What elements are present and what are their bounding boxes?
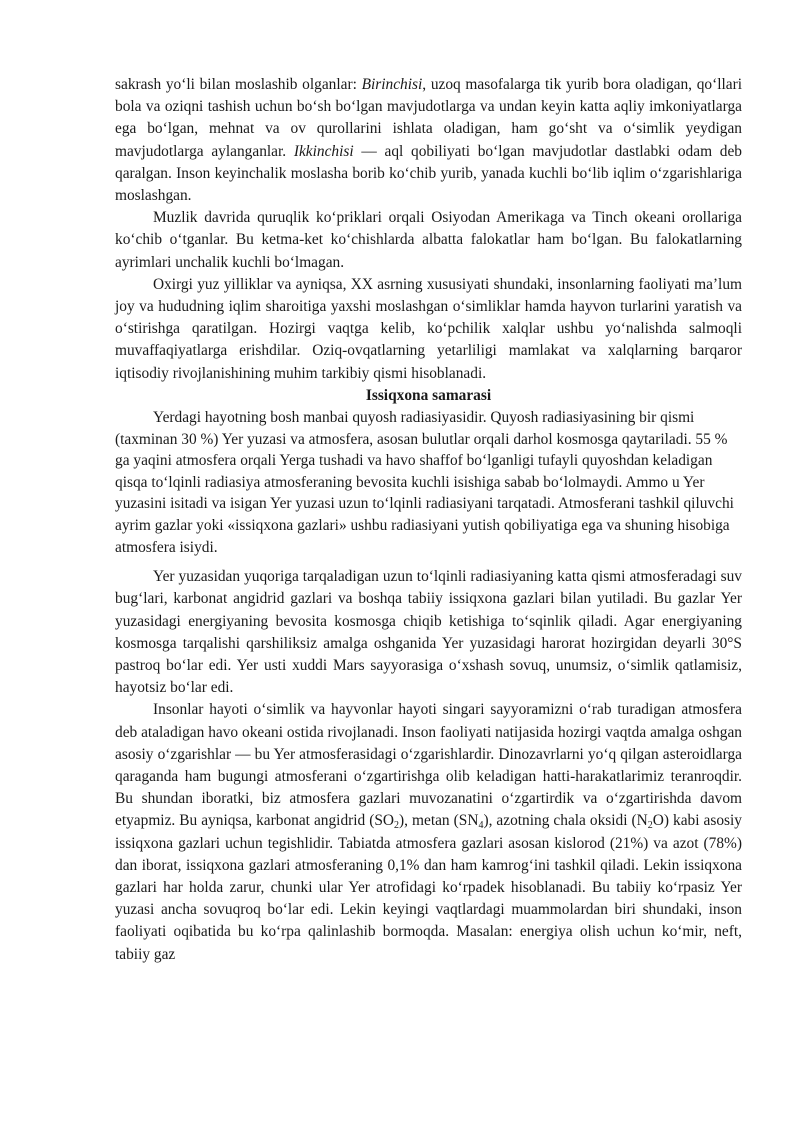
section-heading: Issiqxona samarasi bbox=[365, 386, 492, 404]
paragraph-6: Insonlar hayoti o‘simlik va hayvonlar hayoti singari sayyoramizni o‘rab turadigan atmosfera deb ataladigan havo okeani ostida rivojlanadi. Inson faoliyati natijasida hozirgi vaqtda amalga oshgan asosiy o‘zgarishlar — bu Yer atmosferasidagi o‘zgarishlardir. Dinozavrlarni yo‘q qilgan asteroidlarga qaraganda ham bugungi atmosferani o‘zgartirishga olib keladigan hatti-harakatlarimiz teranroqdir. Bu shundan iboratki, biz atmosfera gazlari muvozanatini o‘zgartirdik va o‘zgartirishda davom etyapmiz. Bu ayniqsa, karbonat angidrid $(SO_2)$, metan $(SN_4)$, azotning chala oksidi $(N_2O)$ kabi asosiy issiqxona gazlari uchun tegishlidir. Tabiatda atmosfera gazlari asosan kislorod (21%) va azot (78%) dan iborat, issiqxona gazlari atmosferaning 0,1% dan ham kamrog‘ini tashkil qiladi. Lekin issiqxona gazlari har holda zarur, chunki ular Yer atrofidagi ko‘rpadek hisoblanadi. Bu tabiiy ko‘rpasiz Yer yuzasi ancha sovuqroq bo‘lar edi. Lekin keyingi vaqtlardagi muammolardan biri shundaki, inson faoliyati oqibatida bu ko‘rpa qalinlashib bormoqda. Masalan: energiya olish uchun ko‘mir, neft, tabiiy gaz bbox=[115, 701, 742, 963]
subscript: 2 bbox=[394, 820, 400, 832]
emphasis-birinchisi: Birinchisi bbox=[361, 76, 423, 93]
paragraph-3: Oxirgi yuz yilliklar va ayniqsa, XX asrning xususiyati shundaki, insonlarning faoliyati ma’lum joy va hududning iqlim sharoitiga yaxshi moslashgan o‘simliklar hamda hayvon turlarini yaratish va o‘stirishga qaratilgan. Hozirgi vaqtga kelib, ko‘pchilik xalqlar ushbu yo‘nalishda salmoqli muvaffaqiyatlarga erishdilar. Oziq-ovqatlarning yetarliligi mamlakat va xalqlarning barqaror iqtisodiy rivojlanishining muhim tarkibiy qismi hisoblanadi. bbox=[115, 275, 742, 382]
paragraph-1: sakrash yo‘li bilan moslashib olganlar: Birinchisi, uzoq masofalarga tik yurib bora oladigan, qo‘llari bola va oziqni tashish uchun bo‘sh bo‘lgan mavjudotlarga va undan keyin katta aqliy imkoniyatlarga ega bo‘lgan, mehnat va ov qurollarini ishlata oladigan, ham go‘sht va o‘simlik yeydigan mavjudotlarga aylanganlar. Ikkinchisi — aql qobiliyati bo‘lgan mavjudotlar dastlabki odam deb qaralgan. Inson keyinchalik moslasha borib ko‘chib yurib, yanada kuchli bo‘lib iqlim o‘zgarishlariga moslashgan. bbox=[115, 76, 742, 205]
subscript: 4 bbox=[478, 820, 484, 832]
paragraph-2: Muzlik davrida quruqlik ko‘priklari orqali Osiyodan Amerikaga va Tinch okeani orollariga ko‘chib o‘tganlar. Bu ketma-ket ko‘chishlarda albatta falokatlar ham bo‘lgan. Bu falokatlarning ayrimlari unchalik kuchli bo‘lmagan. bbox=[115, 209, 742, 271]
emphasis-ikkinchisi: Ikkinchisi bbox=[293, 142, 354, 160]
paragraph-4: Yerdagi hayotning bosh manbai quyosh radiasiyasidir. Quyosh radiasiyasining bir qismi (taxminan 30 %) Yer yuzasi va atmosfera, asosan bulutlar orqali darhol kosmosga qaytariladi. 55 % ga yaqini atmosfera orqali Yerga tushadi va havo shaffof bo‘lganligi tufayli quyoshdan keladigan qisqa to‘lqinli radiasiya atmosferaning bevosita kuchli isishiga sabab bo‘lolmaydi. Ammo u Yer yuzasini isitadi va isigan Yer yuzasi uzun to‘lqinli radiasiyani tarqatadi. Atmosferani tashkil qiluvchi ayrim gazlar yoki «issiqxona gazlari» ushbu radiasiyani yutish qobiliyatiga ega va shuning hisobiga atmosfera isiydi. bbox=[115, 409, 734, 556]
document-page bbox=[115, 74, 742, 966]
paragraph-5: Yer yuzasidan yuqoriga tarqaladigan uzun to‘lqinli radiasiyaning katta qismi atmosferadagi suv bug‘lari, karbonat angidrid gazlari va boshqa tabiiy issiqxona gazlari bilan yutiladi. Bu gazlar Yer yuzasidagi energiyaning bevosita kosmosga chiqib ketishiga to‘sqinlik qiladi. Agar energiyaning kosmosga tarqalishi qarshiliksiz amalga oshganida Yer yuzasidagi harorat hozirgidan deyarli 30°S pastroq bo‘lar edi. Yer usti xuddi Mars sayyorasiga o‘xshash sovuq, unumsiz, o‘simlik qatlamisiz, hayotsiz bo‘lar edi. bbox=[115, 568, 742, 697]
subscript: 2 bbox=[647, 820, 653, 832]
